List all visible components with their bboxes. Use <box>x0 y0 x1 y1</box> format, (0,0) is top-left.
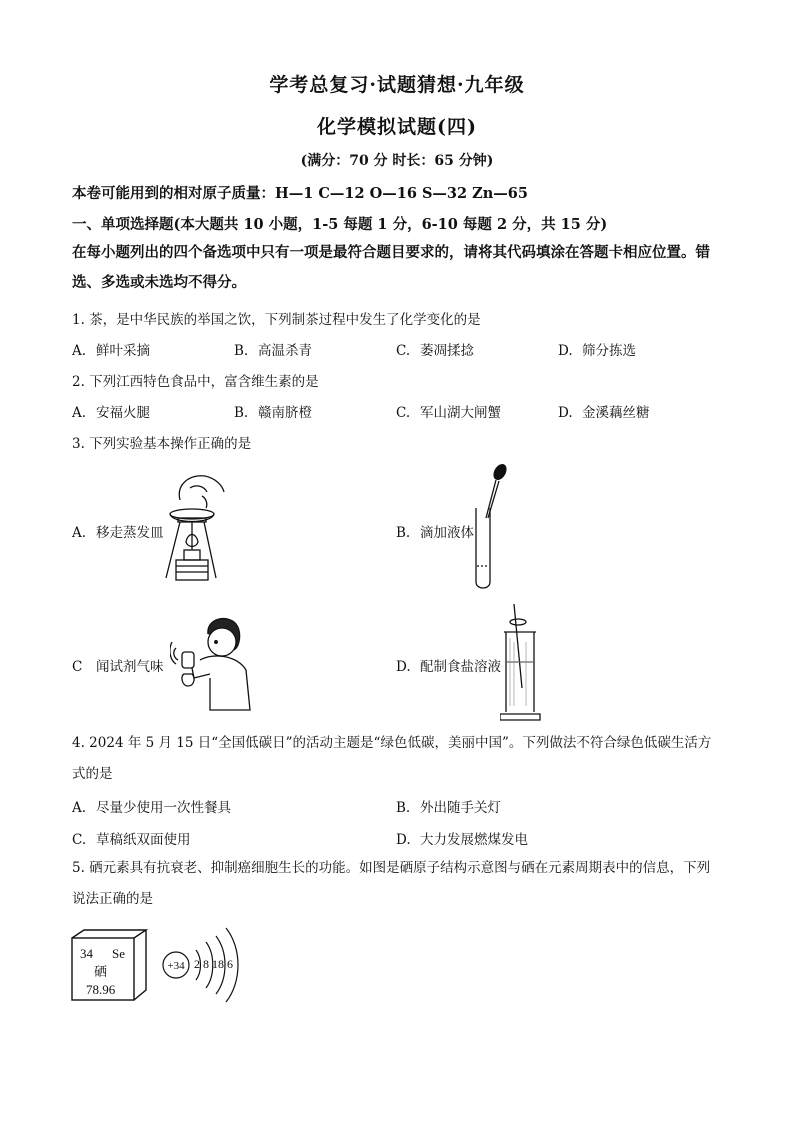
question-5-stem: 5. 硒元素具有抗衰老、抑制癌细胞生长的功能。如图是硒原子结构示意图与硒在元素周期表中的信息，下列说法正确的是 <box>72 860 711 907</box>
option-text: 草稿纸双面使用 <box>96 832 191 848</box>
option-text: 移走蒸发皿 <box>96 525 164 541</box>
option-letter: A. <box>72 343 87 359</box>
option-text: 军山湖大闸蟹 <box>420 405 501 421</box>
option-letter: B. <box>396 525 411 541</box>
glass-rod-shape <box>514 604 522 688</box>
exam-subtitle: (满分：70 分 时长：65 分钟) <box>300 153 494 169</box>
option-letter: D. <box>558 405 573 421</box>
child-head-shape <box>208 628 236 656</box>
option-letter: B. <box>396 800 411 816</box>
question-3-option-d[interactable] <box>396 655 501 675</box>
option-letter: D. <box>558 343 573 359</box>
option-text: 闻试剂气味 <box>96 659 164 675</box>
option-text: 萎凋揉捻 <box>420 343 474 359</box>
option-text: 安福火腿 <box>96 405 150 421</box>
graduated-cylinder-figure <box>500 602 544 726</box>
option-letter: A. <box>72 525 87 541</box>
option-letter: C <box>72 659 83 675</box>
section-heading: 一、单项选择题(本大题共 10 小题，1-5 每题 1 分，6-10 每题 2 分，共 15 分) <box>72 216 608 233</box>
option-letter: D. <box>396 659 411 675</box>
element-mass: 78.96 <box>86 982 116 997</box>
question-1-option-d[interactable] <box>558 339 636 359</box>
option-text: 尽量少使用一次性餐具 <box>96 800 231 816</box>
option-text: 外出随手关灯 <box>420 800 501 816</box>
hand-outline <box>179 476 224 500</box>
evaporating-dish-figure <box>150 470 230 588</box>
section-instructions: 在每小题列出的四个备选项中只有一项是最符合题目要求的，请将其代码填涂在答题卡相应位置。错选、多选或未选均不得分。 <box>72 244 710 291</box>
question-3-option-c[interactable] <box>72 655 164 675</box>
question-4-option-a[interactable] <box>72 796 231 816</box>
question-2-stem: 2. 下列江西特色食品中，富含维生素的是 <box>72 374 319 390</box>
question-4-option-d[interactable] <box>396 828 528 848</box>
option-letter: D. <box>396 832 411 848</box>
option-letter: C. <box>72 832 87 848</box>
question-4-stem: 4. 2024 年 5 月 15 日“全国低碳日”的活动主题是“绿色低碳，美丽中国”。下列做法不符合绿色低碳生活方式的是 <box>72 735 712 782</box>
option-letter: C. <box>396 343 411 359</box>
dropper-figure <box>466 462 516 592</box>
option-letter: A. <box>72 800 87 816</box>
element-name: 硒 <box>94 965 108 980</box>
option-text: 赣南脐橙 <box>258 405 312 421</box>
question-1-option-a[interactable] <box>72 339 150 359</box>
question-3-stem: 3. 下列实验基本操作正确的是 <box>72 436 252 452</box>
question-2-option-d[interactable] <box>558 401 650 421</box>
option-letter: B. <box>234 343 249 359</box>
child-body-shape <box>200 656 250 710</box>
selenium-atom-structure <box>160 922 246 1008</box>
question-3-option-b[interactable] <box>396 521 474 541</box>
question-4-option-b[interactable] <box>396 796 501 816</box>
option-text: 配制食盐溶液 <box>420 659 501 675</box>
option-text: 鲜叶采摘 <box>96 343 150 359</box>
option-letter: B. <box>234 405 249 421</box>
electron-shells: 2 8 18 6 <box>194 957 233 971</box>
question-2-option-c[interactable] <box>396 401 501 421</box>
periodic-table-cell <box>70 928 150 1002</box>
question-2-option-b[interactable] <box>234 401 312 421</box>
question-4-option-c[interactable] <box>72 828 191 848</box>
option-text: 大力发展燃煤发电 <box>420 832 528 848</box>
question-1-option-b[interactable] <box>234 339 312 359</box>
cylinder-base-shape <box>500 714 540 720</box>
exam-series-title: 学考总复习·试题猜想·九年级 <box>269 74 525 96</box>
option-text: 高温杀青 <box>258 343 312 359</box>
option-letter: C. <box>396 405 411 421</box>
question-2-option-a[interactable] <box>72 401 150 421</box>
dropper-bulb-shape <box>492 463 509 482</box>
smelling-reagent-figure <box>170 612 260 712</box>
question-1-stem: 1. 茶，是中华民族的举国之饮，下列制茶过程中发生了化学变化的是 <box>72 312 481 328</box>
question-1-option-c[interactable] <box>396 339 474 359</box>
option-text: 筛分拣选 <box>582 343 636 359</box>
option-letter: A. <box>72 405 87 421</box>
reagent-bottle-shape <box>182 652 194 668</box>
element-symbol: Se <box>112 946 125 961</box>
exam-title: 化学模拟试题(四) <box>317 116 477 138</box>
option-text: 金溪藕丝糖 <box>582 405 650 421</box>
test-tube-shape <box>476 508 490 588</box>
option-text: 滴加液体 <box>420 525 474 541</box>
element-number: 34 <box>80 946 93 961</box>
nucleus-charge: +34 <box>167 960 185 972</box>
atomic-masses: 本卷可能用到的相对原子质量：H—1 C—12 O—16 S—32 Zn—65 <box>72 185 528 202</box>
